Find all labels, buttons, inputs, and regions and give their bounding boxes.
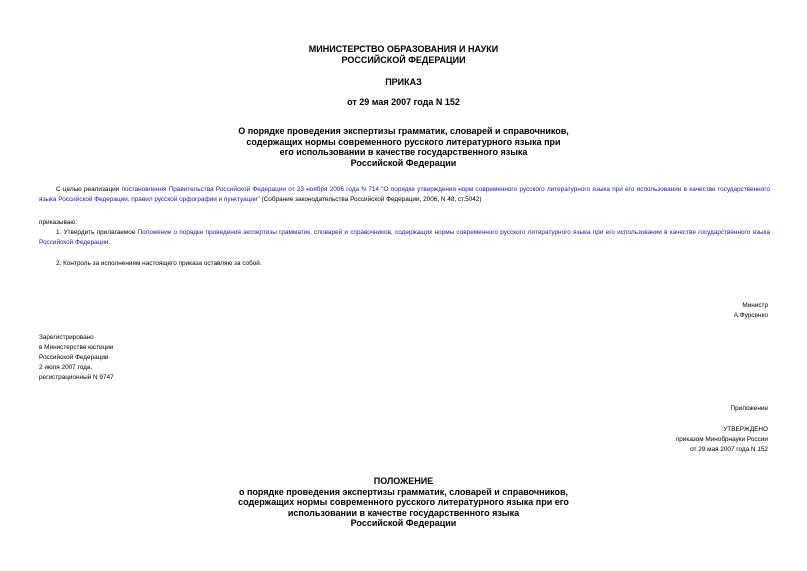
signature-block [734,301,768,321]
regulation-link[interactable]: Положение о порядке проведения экспертизы грамматик, словарей и справочников, содержащих нормы современного русского литературного языка при его использовании в качестве государственного языка Российской Федерации [39,229,771,246]
approved-order-date: от 29 мая 2007 года N 152 [690,446,768,453]
regulation-heading: ПОЛОЖЕНИЕ [373,476,434,486]
title-line-2: содержащих нормы современного русского литературного языка при [246,136,561,147]
registration-line-5: регистрационный N 9747 [39,374,114,381]
title-line-4: Российской Федерации [350,157,457,168]
regulation-line-2: содержащих нормы современного русского литературного языка при его [238,497,569,507]
registration-block [39,333,114,383]
title-line-3: его использовании в качестве государственного языка [279,147,528,157]
doc-title [0,126,807,168]
regulation-line-3: использовании в качестве государственного языка [287,507,520,518]
signature-position: Министр [742,302,768,309]
item-1-suffix: . [108,239,111,246]
registration-line-1: Зарегистрировано [39,334,94,341]
intro-suffix: (Собрание законодательства Российской Федерации, 2006, N 48, ст.5042) [259,196,482,203]
title-line-1: О порядке проведения экспертизы грамматик, словарей и справочников, [238,126,569,136]
ministry-line-1: МИНИСТЕРСТВО ОБРАЗОВАНИЯ И НАУКИ [308,44,499,54]
regulation-line-1: о порядке проведения экспертизы грамматик, словарей и справочников, [238,486,569,497]
doc-type: ПРИКАЗ [385,77,422,87]
intro-paragraph [39,185,770,205]
intro-prefix: С целью реализации [56,186,122,193]
regulation-title [0,476,807,529]
regulation-line-4: Российской Федерации [350,518,457,528]
item-2-paragraph: 2. Контроль за исполнением настоящего приказа оставляю за собой. [56,260,262,267]
registration-line-4: 2 июля 2007 года, [39,364,93,371]
approval-block [676,425,768,455]
item-1-paragraph [39,228,770,248]
appendix-label: Приложение [730,405,768,412]
registration-line-3: Российской Федерации [39,354,109,361]
government-decree-link[interactable]: постановления Правительства Российской Федерации от 23 ноября 2006 года N 714 "О порядке утверждения норм современного русского литературного языка при его использовании в качестве государственного языка Российской Федерации, правил русской орфографии и пунктуации" [39,186,771,203]
item-1-prefix: 1. Утвердить прилагаемое [56,229,138,236]
ministry-header [0,44,807,65]
order-word: приказываю: [39,219,77,226]
approved-by-order: приказом Минобрнауки России [675,436,768,443]
ministry-line-2: РОССИЙСКОЙ ФЕДЕРАЦИИ [341,54,466,65]
doc-date: от 29 мая 2007 года N 152 [347,97,460,107]
registration-line-2: в Министерстве юстиции [39,344,114,351]
signature-name: А.Фурсенко [733,312,768,319]
approved-label: УТВЕРЖДЕНО [723,426,768,433]
